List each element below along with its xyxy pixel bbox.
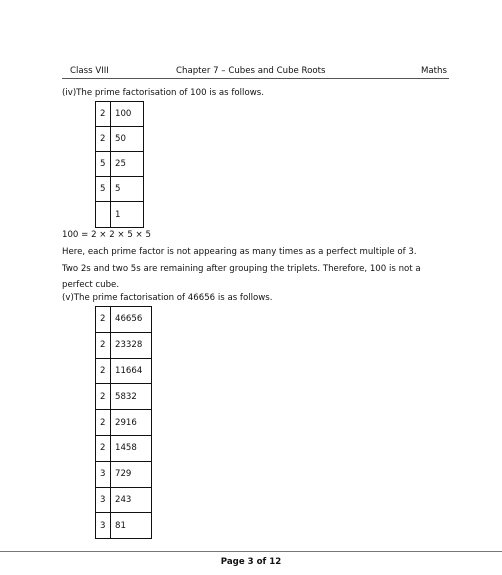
part-iv-result: 100 = 2 × 2 × 5 × 5	[62, 230, 151, 240]
header-class: Class VIII	[70, 66, 109, 76]
part-iv-intro: (iv)The prime factorisation of 100 is as follows.	[62, 88, 264, 98]
table-row	[96, 307, 152, 333]
table-row	[96, 152, 144, 177]
quotient-cell: 46656	[111, 307, 152, 333]
page-number: Page 3 of 12	[220, 557, 282, 567]
quotient-cell: 81	[111, 513, 152, 539]
quotient-cell: 5	[111, 177, 144, 202]
part-iv-explanation-2: Two 2s and two 5s are remaining after grouping the triplets. Therefore, 100 is not a	[62, 264, 421, 274]
divisor-cell: 2	[96, 435, 111, 461]
divisor-cell: 2	[96, 102, 111, 127]
table-row	[96, 358, 152, 384]
quotient-cell: 729	[111, 461, 152, 487]
header-chapter: Chapter 7 – Cubes and Cube Roots	[176, 66, 326, 76]
table-row	[96, 384, 152, 410]
header-subject: Maths	[421, 66, 447, 76]
divisor-cell: 2	[96, 127, 111, 152]
quotient-cell: 243	[111, 487, 152, 513]
divisor-cell: 2	[96, 358, 111, 384]
table-row	[96, 461, 152, 487]
factorisation-table-100	[95, 101, 144, 228]
divisor-cell: 3	[96, 487, 111, 513]
table-row	[96, 102, 144, 127]
quotient-cell: 11664	[111, 358, 152, 384]
divisor-cell: 3	[96, 513, 111, 539]
factorisation-table-46656	[95, 306, 152, 539]
table-row	[96, 202, 144, 228]
quotient-cell: 100	[111, 102, 144, 127]
divisor-cell: 2	[96, 307, 111, 333]
header-divider	[62, 78, 449, 79]
divisor-cell: 3	[96, 461, 111, 487]
table-row	[96, 410, 152, 436]
quotient-cell: 5832	[111, 384, 152, 410]
quotient-cell: 1	[111, 202, 144, 228]
quotient-cell: 1458	[111, 435, 152, 461]
quotient-cell: 50	[111, 127, 144, 152]
table-row	[96, 332, 152, 358]
quotient-cell: 23328	[111, 332, 152, 358]
divisor-cell: 2	[96, 384, 111, 410]
footer-divider	[0, 551, 502, 552]
divisor-cell: 2	[96, 332, 111, 358]
table-row	[96, 177, 144, 202]
part-iv-explanation-3: perfect cube.	[62, 280, 120, 290]
divisor-cell: 5	[96, 152, 111, 177]
quotient-cell: 25	[111, 152, 144, 177]
divisor-cell: 2	[96, 410, 111, 436]
divisor-cell	[96, 202, 111, 228]
table-row	[96, 127, 144, 152]
part-v-intro: (v)The prime factorisation of 46656 is as follows.	[62, 293, 273, 303]
part-iv-explanation-1: Here, each prime factor is not appearing as many times as a perfect multiple of 3.	[62, 247, 417, 257]
divisor-cell: 5	[96, 177, 111, 202]
table-row	[96, 435, 152, 461]
table-row	[96, 487, 152, 513]
table-row	[96, 513, 152, 539]
quotient-cell: 2916	[111, 410, 152, 436]
